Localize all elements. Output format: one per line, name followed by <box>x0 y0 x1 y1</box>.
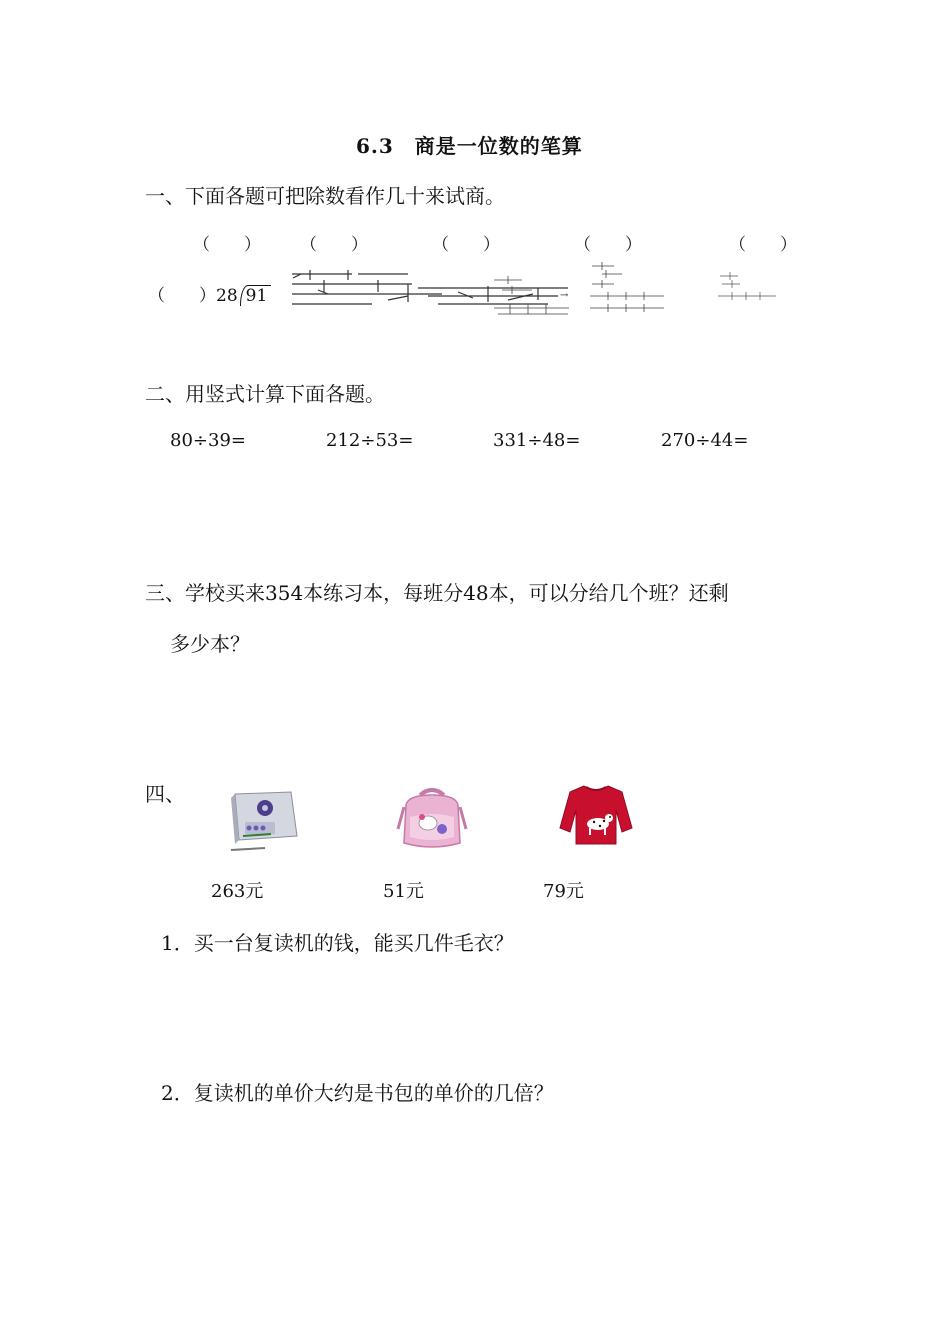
section-3-problem-line-2: 多少本？ <box>170 632 250 656</box>
division-problem: 331÷48= <box>493 430 581 451</box>
division-problem: 212÷53= <box>326 430 414 451</box>
answer-blank[interactable]: （ ） <box>300 235 368 255</box>
long-division-problem <box>148 281 271 306</box>
answer-blank[interactable]: （ ） <box>574 235 642 255</box>
price-label: 51元 <box>383 881 424 902</box>
sweater-icon <box>558 780 634 846</box>
cassette-player-icon <box>225 788 303 858</box>
answer-blank[interactable]: （ ） <box>193 235 261 255</box>
dividend: 91 <box>240 285 272 306</box>
price-label: 79元 <box>543 881 584 902</box>
divisor: 28 <box>216 286 238 306</box>
answer-blank[interactable]: （ ） <box>148 286 216 306</box>
section-3-problem-line-1: 三、学校买来354本练习本，每班分48本，可以分给几个班？还剩 <box>145 581 729 605</box>
svg-text:→: → <box>560 290 569 301</box>
illegible-division-figures <box>492 270 572 316</box>
division-problem: 270÷44= <box>661 430 749 451</box>
answer-blank[interactable]: （ ） <box>432 235 500 255</box>
page-title: 6.3 商是一位数的笔算 <box>356 134 583 158</box>
answer-blank[interactable]: （ ） <box>729 235 797 255</box>
question-2: 2．复读机的单价大约是书包的单价的几倍？ <box>161 1081 554 1105</box>
section-2-heading: 二、用竖式计算下面各题。 <box>145 382 385 406</box>
illegible-division-figures <box>716 270 778 306</box>
price-label: 263元 <box>211 881 264 902</box>
division-problem: 80÷39= <box>170 430 246 451</box>
backpack-icon <box>396 785 468 851</box>
section-4-heading: 四、 <box>145 782 185 806</box>
question-1: 1．买一台复读机的钱，能买几件毛衣？ <box>161 931 514 955</box>
section-1-heading: 一、下面各题可把除数看作几十来试商。 <box>145 184 505 208</box>
illegible-division-figures <box>588 258 668 314</box>
